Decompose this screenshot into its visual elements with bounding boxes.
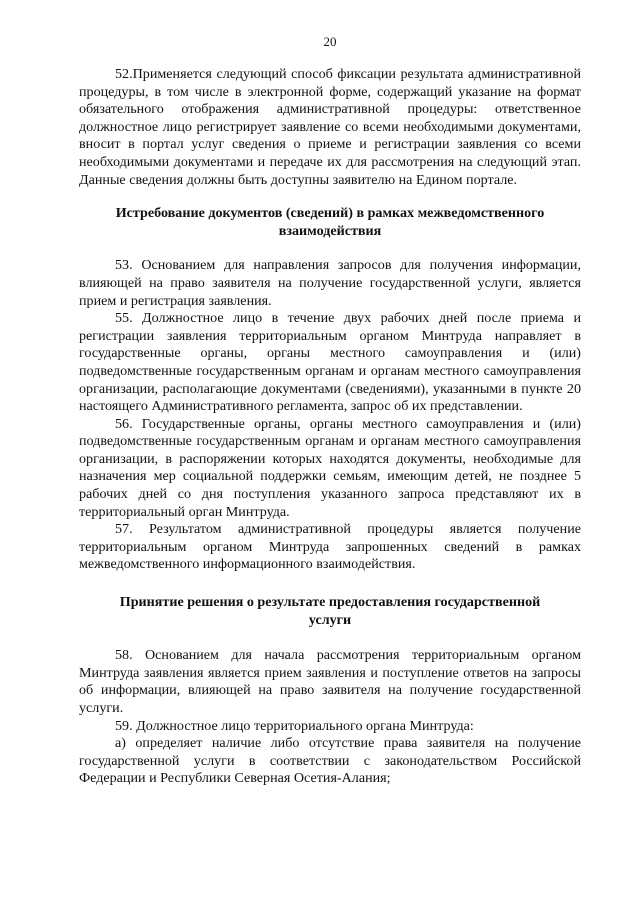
page-number: 20 [323, 34, 337, 49]
paragraph-59: 59. Должностное лицо территориального органа Минтруда: [115, 717, 474, 734]
section-heading-interagency: Истребование документов (сведений) в рамках межведомственного взаимодействия [115, 205, 545, 239]
paragraph-56: 56. Государственные органы, органы местного самоуправления и (или) подведомственные государственным органам и органам местного самоуправления организации, в распоряжении которых находятся документы, необходимые для назначения мер социальной поддержки семьям, имеющим детей, не позднее 5 рабочих дней со дня поступления указанного запроса представляют их в территориальный орган Минтруда. [79, 415, 581, 520]
paragraph-57: 57. Результатом административной процедуры является получение территориальным органом Минтруда запрошенных сведений в рамках межведомственного информационного взаимодействия. [79, 521, 581, 573]
document-page [79, 34, 581, 788]
paragraph-58: 58. Основанием для начала рассмотрения территориальным органом Минтруда заявления является прием заявления и поступление ответов на запросы об информации, влияющей на право заявителя на получение государственной услуги. [79, 647, 581, 716]
paragraph-53: 53. Основанием для направления запросов для получения информации, влияющей на право заявителя на получение государственной услуги, является прием и регистрация заявления. [79, 257, 581, 309]
paragraph-59a: а) определяет наличие либо отсутствие права заявителя на получение государственной услуги в соответствии с законодательством Российской Федерации и Республики Северная Осетия-Алания; [79, 735, 581, 787]
section-heading-decision: Принятие решения о результате предоставления государственной услуги [119, 594, 541, 628]
paragraph-55: 55. Должностное лицо в течение двух рабочих дней после приема и регистрации заявления территориальным органом Минтруда направляет в государственные органы, органы местного самоуправления и (или) подведомственные государственным органам и органам местного самоуправления организации, располагающие документами (сведениями), указанными в пункте 20 настоящего Административного регламента, запрос об их представлении. [79, 310, 581, 415]
paragraph-52: 52.Применяется следующий способ фиксации результата административной процедуры, в том числе в электронной форме, содержащий указание на формат обязательного отображения административной процедуры: ответственное должностное лицо регистрирует заявление со всеми необходимыми документами, вносит в портал услуг сведения о приеме и регистрации заявления со всеми необходимыми документами и передаче их для рассмотрения на следующий этап. Данные сведения должны быть доступны заявителю на Едином портале. [79, 66, 581, 188]
